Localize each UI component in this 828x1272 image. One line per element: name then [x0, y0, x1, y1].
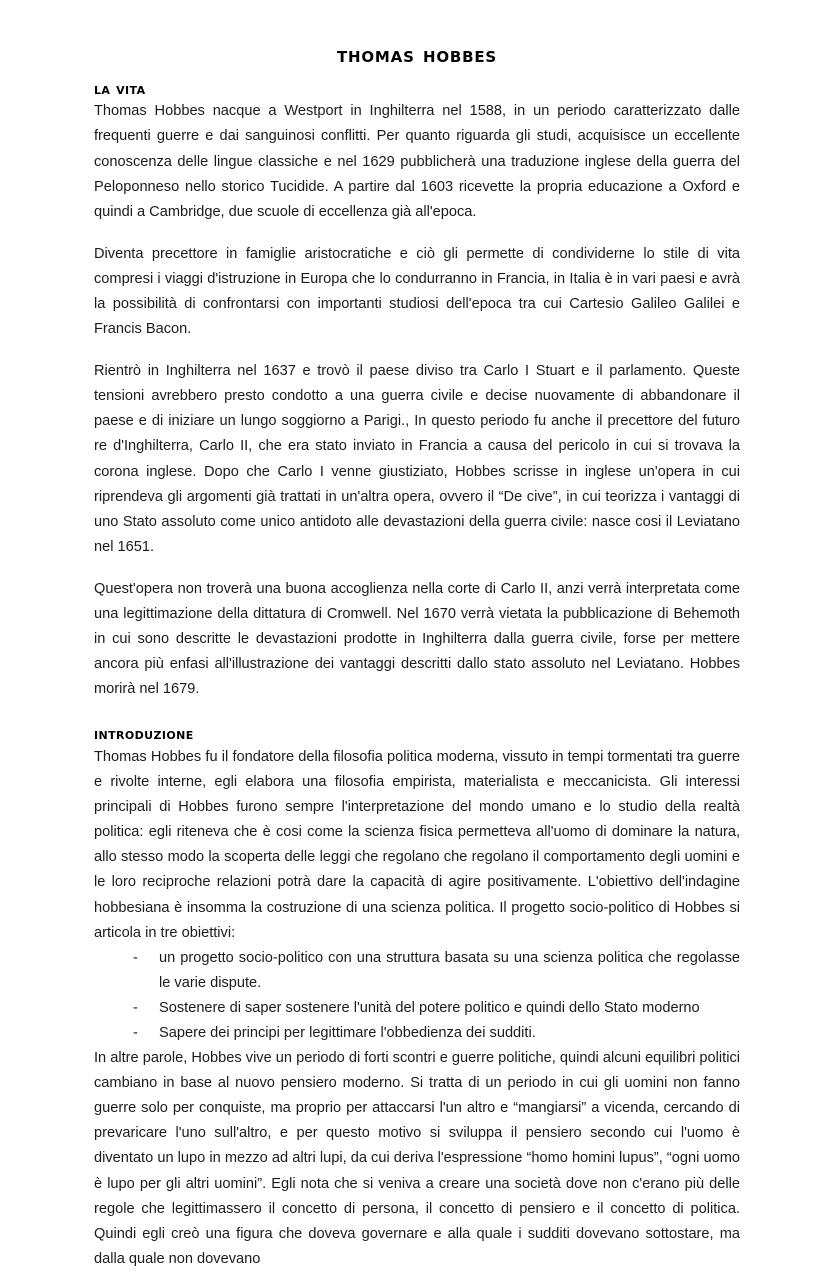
- dash-bullet-icon: -: [133, 1025, 138, 1041]
- paragraph: Thomas Hobbes nacque a Westport in Inghilterra nel 1588, in un periodo caratterizzato dalle frequenti guerre e dai sanguinosi conflitti. Per quanto riguarda gli studi, acquisisce un eccellente conoscenza delle lingue classiche e nel 1629 pubblicherà una traduzione inglese della guerra del Peloponneso nello storico Tucidide. A partire dal 1603 ricevette la propria educazione a Oxford e quindi a Cambridge, due scuole di eccellenza già all'epoca.: [94, 103, 740, 220]
- dash-bullet-icon: -: [133, 949, 138, 966]
- dash-bullet-icon: -: [133, 999, 138, 1016]
- list-item-label: un progetto socio-politico con una struttura basata su una scienza politica che regolasse le varie dispute.: [159, 949, 740, 991]
- list-item-label: Sostenere di saper sostenere l'unità del potere politico e quindi dello Stato moderno: [159, 999, 700, 1016]
- objectives-list: [94, 946, 740, 1046]
- list-item: [119, 946, 740, 996]
- list-item: [119, 996, 740, 1021]
- paragraph: In altre parole, Hobbes vive un periodo di forti scontri e guerre politiche, quindi alcuni equilibri politici cambiano in base al nuovo pensiero moderno. Si tratta di un periodo in cui gli uomini non fanno guerre solo per conquiste, ma proprio per attaccarsi l'un altro e “mangiarsi” a vicenda, cercando di prevaricare l'uno sull'altro, e per questo motivo si sviluppa il pensiero secondo cui l'uomo è diventato un lupo in mezzo ad altri lupi, da cui deriva l'espressione “homo homini lupus”, “ogni uomo è lupo per gli altri uomini”. Egli nota che si veniva a creare una società dove non c'erano più delle regole che legittimassero il concetto di persona, il concetto di pensiero e il concetto di politica. Quindi egli creò una figura che doveva governare e alla quale i sudditi dovevano sottostare, ma dalla quale non dovevano: [94, 1050, 740, 1267]
- paragraph: Rientrò in Inghilterra nel 1637 e trovò il paese diviso tra Carlo I Stuart e il parlamento. Queste tensioni avrebbero presto condotto a una guerra civile e decise nuovamente di abbandonare il paese e di iniziare un lungo soggiorno a Parigi., In questo periodo fu anche il precettore del futuro re d'Inghilterra, Carlo II, che era stato inviato in Francia a causa del pericolo in cui si trovava la corona inglese. Dopo che Carlo I venne giustiziato, Hobbes scrisse in inglese un'opera in cui riprendeva gli argomenti già trattati in un'altra opera, ovvero il “De cive”, in cui teorizza i vantaggi di uno Stato assoluto come unico antidoto alle devastazioni della guerra civile: nasce cosi il Leviatano nel 1651.: [94, 363, 740, 555]
- list-item-label: Sapere dei principi per legittimare l'obbedienza dei sudditi.: [159, 1025, 536, 1041]
- section-heading-introduzione: introduzione: [94, 725, 194, 744]
- paragraph: Quest'opera non troverà una buona accoglienza nella corte di Carlo II, anzi verrà interpretata come una legittimazione della dittatura di Cromwell. Nel 1670 verrà vietata la pubblicazione di Behemoth in cui sono descritte le devastazioni prodotte in Inghilterra dalla guerra civile, forse per mettere ancora più enfasi all'illustrazione dei vantaggi descritti dallo stato assoluto nel Leviatano. Hobbes morirà nel 1679.: [94, 580, 740, 698]
- paragraph: Thomas Hobbes fu il fondatore della filosofia politica moderna, vissuto in tempi tormentati tra guerre e rivolte interne, egli elabora una filosofia empirista, materialista e meccanicista. Gli interessi principali di Hobbes furono sempre l'interpretazione del mondo umano e lo studio della realtà politica: egli riteneva che è cosi come la scienza fisica permetteva all'uomo di dominare la natura, allo stesso modo la scoperta delle leggi che regolano che regolano il comportamento degli uomini e le loro reciproche relazioni potrà dare la capacità di agire positivamente. L'obiettivo dell'indagine hobbesiana è insomma la costruzione di una scienza politica. Il progetto socio-politico di Hobbes si articola in tre obiettivi:: [94, 748, 740, 941]
- list-item: [119, 1021, 740, 1046]
- page-title: thomas hobbes: [337, 43, 497, 68]
- section-heading-la-vita: la vita: [94, 79, 146, 98]
- paragraph: Diventa precettore in famiglie aristocratiche e ciò gli permette di condividerne lo stile di vita compresi i viaggi d'istruzione in Europa che lo condurranno in Francia, in Italia è in vari paesi e avrà la possibilità di confrontarsi con importanti studiosi dell'epoca tra cui Cartesio Galileo Galilei e Francis Bacon.: [94, 245, 740, 338]
